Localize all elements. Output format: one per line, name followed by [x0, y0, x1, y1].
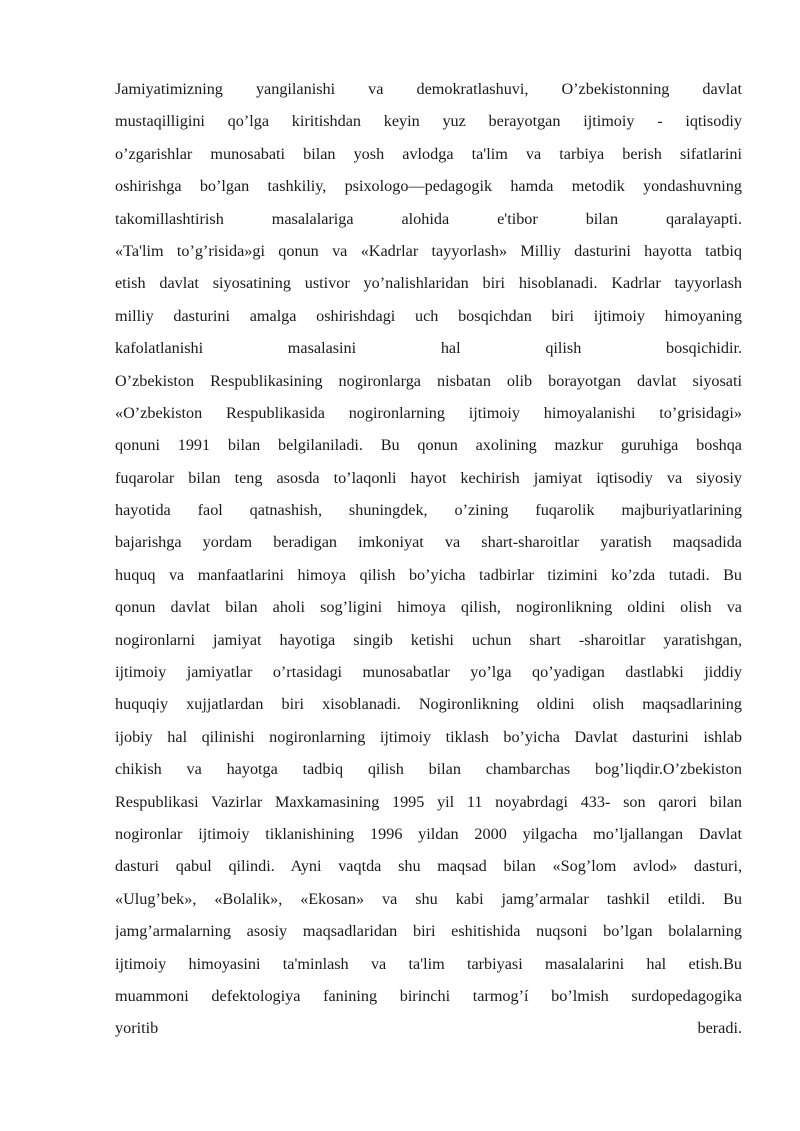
text-line: «Ta'lim to’g’risida»gi qonun va «Kadrlar tayyorlash» Milliy dasturini hayotta tatbiq [115, 241, 742, 260]
text-line: fuqarolar bilan teng asosda to’laqonli hayot kechirish jamiyat iqtisodiy va siyosiy [115, 468, 742, 487]
text-line: etish davlat siyosatining ustivor yo’nalishlaridan biri hisoblanadi. Kadrlar tayyorlash [115, 274, 742, 293]
text-line: «Ulug’bek», «Bolalik», «Ekosan» va shu kabi jamg’armalar tashkil etildi. Bu [115, 889, 742, 908]
text-line: jamg’armalarning asosiy maqsadlaridan biri eshitishida nuqsoni bo’lgan bolalarning [115, 922, 742, 941]
text-line: chikish va hayotga tadbiq qilish bilan chambarchas bog’liqdir.O’zbekiston [115, 760, 742, 779]
text-line: huquqiy xujjatlardan biri xisoblanadi. Nogironlikning oldini olish maqsadlarining [115, 695, 742, 714]
text-line: huquq va manfaatlarini himoya qilish bo’yicha tadbirlar tizimini ko’zda tutadi. Bu [115, 565, 742, 584]
text-line: «O’zbekiston Respublikasida nogironlarning ijtimoiy himoyalanishi to’grisidagi» [115, 403, 742, 422]
text-line: dasturi qabul qilindi. Ayni vaqtda shu maqsad bilan «Sog’lom avlod» dasturi, [115, 857, 742, 876]
text-line: nogironlar ijtimoiy tiklanishining 1996 yildan 2000 yilgacha mo’ljallangan Davlat [115, 824, 742, 843]
text-line: qonun davlat bilan aholi sog’ligini himoya qilish, nogironlikning oldini olish va [115, 598, 742, 617]
text-line: nogironlarni jamiyat hayotiga singib ketishi uchun shart -sharoitlar yaratishgan, [115, 630, 742, 649]
text-line: o’zgarishlar munosabati bilan yosh avlodga ta'lim va tarbiya berish sifatlarini [115, 144, 742, 163]
text-line: hayotida faol qatnashish, shuningdek, o’zining fuqarolik majburiyatlarining [115, 501, 742, 520]
text-line: muammoni defektologiya fanining birinchi tarmog’í bo’lmish surdopedagogika [115, 986, 742, 1005]
text-line: O’zbekiston Respublikasining nogironlarga nisbatan olib borayotgan davlat siyosati [115, 371, 742, 390]
text-line: ijtimoiy jamiyatlar o’rtasidagi munosabatlar yo’lga qo’yadigan dastlabki jiddiy [115, 663, 742, 682]
text-line: takomillashtirish masalalariga alohida e'tibor bilan qaralayapti. [115, 209, 742, 228]
text-line: yoritib beradi. [115, 1019, 742, 1038]
text-line: bajarishga yordam beradigan imkoniyat va shart-sharoitlar yaratish maqsadida [115, 533, 742, 552]
text-line: milliy dasturini amalga oshirishdagi uch bosqichdan biri ijtimoiy himoyaning [115, 306, 742, 325]
text-line: mustaqilligini qo’lga kiritishdan keyin yuz berayotgan ijtimoiy - iqtisodiy [115, 112, 742, 131]
text-line: ijtimoiy himoyasini ta'minlash va ta'lim tarbiyasi masalalarini hal etish.Bu [115, 954, 742, 973]
text-line: kafolatlanishi masalasini hal qilish bosqichidir. [115, 339, 742, 358]
body-text [115, 73, 742, 1045]
text-line: oshirishga bo’lgan tashkiliy, psixologo—pedagogik hamda metodik yondashuvning [115, 177, 742, 196]
text-line: Jamiyatimizning yangilanishi va demokratlashuvi, O’zbekistonning davlat [115, 80, 742, 98]
text-line: qonuni 1991 bilan belgilaniladi. Bu qonun axolining mazkur guruhiga boshqa [115, 436, 742, 455]
text-line: ijobiy hal qilinishi nogironlarning ijtimoiy tiklash bo’yicha Davlat dasturini ishlab [115, 727, 742, 746]
text-line: Respublikasi Vazirlar Maxkamasining 1995 yil 11 noyabrdagi 433- son qarori bilan [115, 792, 742, 811]
